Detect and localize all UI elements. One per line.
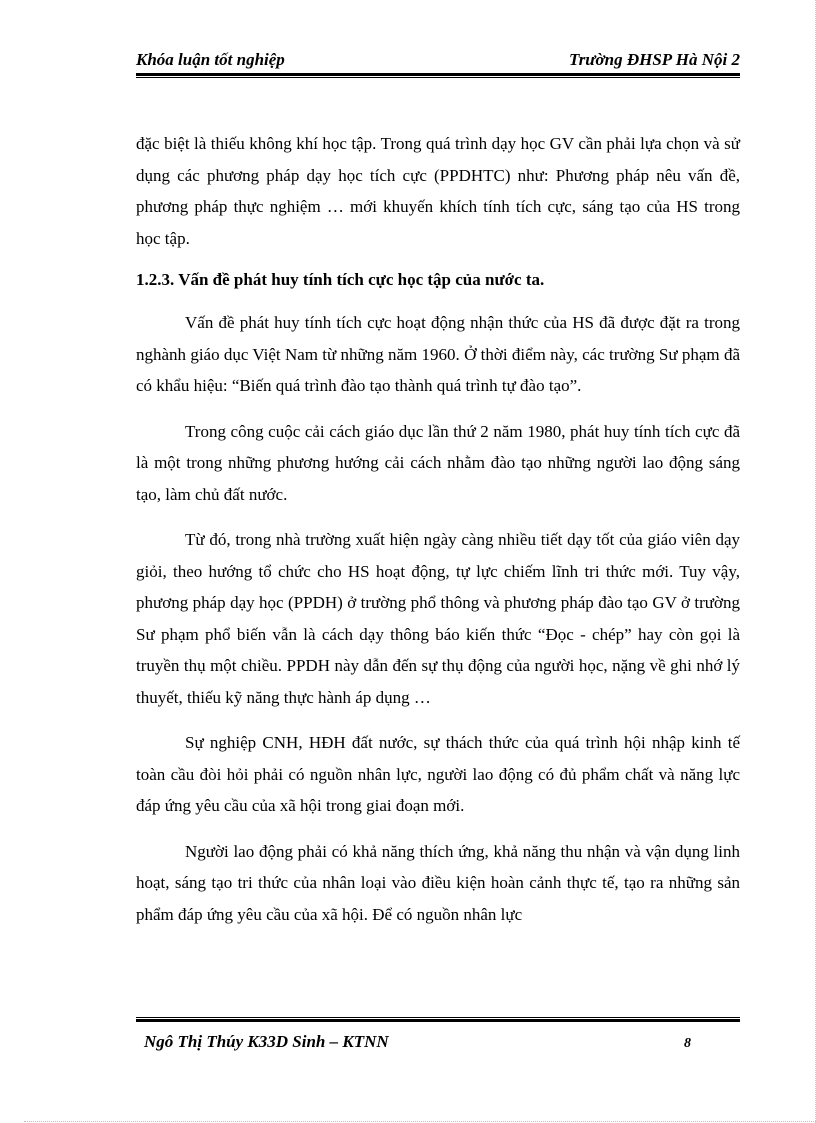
header-thesis-title: Khóa luận tốt nghiệp [136,50,285,69]
body-paragraph-6: Người lao động phải có khả năng thích ứng, khả năng thu nhận và vận dụng linh hoạt, sáng tạo tri thức của nhân loại vào điều kiện hoàn cảnh thực tế, tạo ra những sản phẩm đáp ứng yêu cầu của xã hội. Để có nguồn nhân lực [136,841,740,924]
body-paragraph-4: Từ đó, trong nhà trường xuất hiện ngày càng nhiều tiết dạy tốt của giáo viên dạy giỏi, theo hướng tổ chức cho HS hoạt động, tự lực chiếm lĩnh tri thức mới. Tuy vậy, phương pháp dạy học (PPDH) ở trường phổ thông và phương pháp đào tạo GV ở trường Sư phạm phổ biến vẫn là cách dạy thông báo kiến thức “Đọc - chép” hay còn gọi là truyền thụ một chiều. PPDH này dẫn đến sự thụ động của người học, nặng về ghi nhớ lý thuyết, thiếu kỹ năng thực hành áp dụng … [136,530,740,707]
body-paragraph-1: đặc biệt là thiếu không khí học tập. Trong quá trình dạy học GV cần phải lựa chọn và sử dụng các phương pháp dạy học tích cực (PPDHTC) như: Phương pháp nêu vấn đề, phương pháp thực nghiệm … mới khuyến khích tính tích cực, sáng tạo của HS trong học tập. [136,134,740,248]
section-heading: 1.2.3. Vấn đề phát huy tính tích cực học tập của nước ta. [136,270,545,289]
body-paragraph-3: Trong công cuộc cải cách giáo dục lần thứ 2 năm 1980, phát huy tính tích cực đã là một trong những phương hướng cải cách nhằm đào tạo những người lao động sáng tạo, làm chủ đất nước. [136,421,740,504]
page-edge-bottom [24,1121,816,1122]
footer-divider [136,1017,740,1022]
page-body [136,128,740,944]
body-paragraph-2: Vấn đề phát huy tính tích cực hoạt động nhận thức của HS đã được đặt ra trong nghành giáo dục Việt Nam từ những năm 1960. Ở thời điểm này, các trường Sư phạm đã có khẩu hiệu: “Biến quá trình đào tạo thành quá trình tự đào tạo”. [136,313,740,395]
header-divider [136,73,740,78]
body-paragraph-5: Sự nghiệp CNH, HĐH đất nước, sự thách thức của quá trình hội nhập kinh tế toàn cầu đòi hỏi phải có nguồn nhân lực, người lao động có đủ phẩm chất và năng lực đáp ứng yêu cầu của xã hội trong giai đoạn mới. [136,733,740,815]
header-university-name: Trường ĐHSP Hà Nội 2 [568,50,740,69]
footer-author: Ngô Thị Thúy K33D Sinh – KTNN [144,1032,389,1051]
page-header [136,49,740,73]
page-number: 8 [684,1036,691,1051]
